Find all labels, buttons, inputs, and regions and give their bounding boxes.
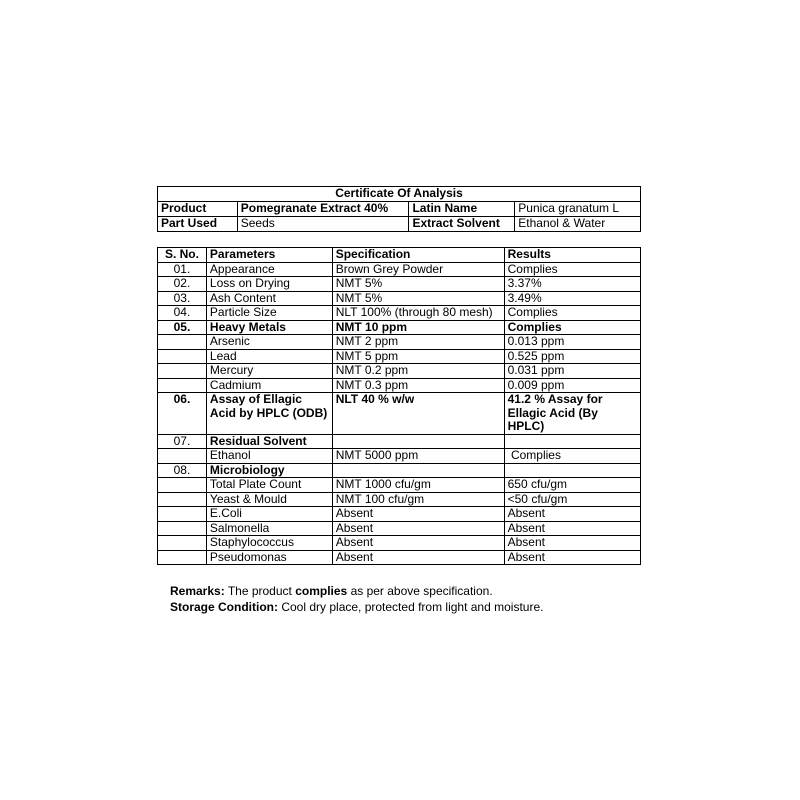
table-row [158, 349, 641, 364]
remarks-text-bold: complies [295, 584, 348, 598]
column-header-sno: S. No. [158, 248, 207, 263]
extract-solvent-label: Extract Solvent [409, 217, 515, 232]
cell-parameter: Assay of Ellagic Acid by HPLC (ODB) [206, 393, 332, 435]
cell-parameter: Residual Solvent [206, 434, 332, 449]
cell-parameter: Appearance [206, 262, 332, 277]
cell-result: 0.009 ppm [504, 378, 640, 393]
table-row [158, 364, 641, 379]
cell-result: Absent [504, 536, 640, 551]
column-header-results: Results [504, 248, 640, 263]
table-row [158, 478, 641, 493]
cell-specification: NMT 5000 ppm [332, 449, 504, 464]
cell-specification: Absent [332, 521, 504, 536]
product-label: Product [158, 202, 238, 217]
cell-result: Absent [504, 507, 640, 522]
table-row [158, 550, 641, 565]
latin-name-value: Punica granatum L [515, 202, 641, 217]
cell-specification: NMT 5% [332, 277, 504, 292]
cell-result: 650 cfu/gm [504, 478, 640, 493]
cell-specification [332, 463, 504, 478]
cell-result: 0.525 ppm [504, 349, 640, 364]
table-row [158, 449, 641, 464]
storage-line [170, 599, 543, 615]
cell-result: 0.013 ppm [504, 335, 640, 350]
certificate-title: Certificate Of Analysis [158, 187, 641, 202]
results-body [158, 262, 641, 565]
cell-specification: NLT 100% (through 80 mesh) [332, 306, 504, 321]
cell-sno: 04. [158, 306, 207, 321]
table-row [158, 335, 641, 350]
table-row [158, 463, 641, 478]
remarks-text-pre: The product [224, 584, 296, 598]
part-used-value: Seeds [237, 217, 409, 232]
cell-result: Absent [504, 550, 640, 565]
cell-parameter: Lead [206, 349, 332, 364]
cell-result: 3.37% [504, 277, 640, 292]
remarks-text-post: as per above specification. [347, 584, 493, 598]
table-row [158, 393, 641, 435]
analysis-results-table [157, 247, 641, 565]
cell-specification: Absent [332, 507, 504, 522]
cell-result: Absent [504, 521, 640, 536]
table-row [158, 507, 641, 522]
table-row [158, 306, 641, 321]
cell-result: Complies [504, 320, 640, 335]
cell-result: 0.031 ppm [504, 364, 640, 379]
table-row [158, 291, 641, 306]
cell-result: Complies [504, 306, 640, 321]
storage-label: Storage Condition: [170, 600, 278, 614]
remarks-line [170, 583, 543, 599]
certificate-header-table [157, 186, 641, 232]
cell-sno [158, 521, 207, 536]
product-value: Pomegranate Extract 40% [237, 202, 409, 217]
cell-sno [158, 492, 207, 507]
cell-sno: 08. [158, 463, 207, 478]
cell-parameter: Particle Size [206, 306, 332, 321]
cell-result [504, 434, 640, 449]
cell-parameter: Salmonella [206, 521, 332, 536]
cell-result [504, 463, 640, 478]
cell-specification: NMT 10 ppm [332, 320, 504, 335]
table-row [158, 492, 641, 507]
cell-specification: Brown Grey Powder [332, 262, 504, 277]
cell-parameter: Mercury [206, 364, 332, 379]
cell-result: Complies [504, 449, 640, 464]
cell-specification: NMT 2 ppm [332, 335, 504, 350]
table-row [158, 262, 641, 277]
part-used-label: Part Used [158, 217, 238, 232]
cell-parameter: Cadmium [206, 378, 332, 393]
cell-parameter: Total Plate Count [206, 478, 332, 493]
cell-sno: 03. [158, 291, 207, 306]
cell-sno [158, 507, 207, 522]
cell-specification: Absent [332, 550, 504, 565]
cell-sno: 05. [158, 320, 207, 335]
cell-sno [158, 335, 207, 350]
extract-solvent-value: Ethanol & Water [515, 217, 641, 232]
cell-sno [158, 364, 207, 379]
storage-text: Cool dry place, protected from light and moisture. [278, 600, 544, 614]
cell-sno: 07. [158, 434, 207, 449]
column-header-specification: Specification [332, 248, 504, 263]
cell-sno [158, 349, 207, 364]
cell-parameter: Pseudomonas [206, 550, 332, 565]
cell-result: 41.2 % Assay for Ellagic Acid (By HPLC) [504, 393, 640, 435]
cell-sno [158, 550, 207, 565]
cell-sno [158, 536, 207, 551]
cell-sno [158, 378, 207, 393]
cell-sno: 01. [158, 262, 207, 277]
cell-parameter: Heavy Metals [206, 320, 332, 335]
cell-parameter: Loss on Drying [206, 277, 332, 292]
cell-specification: NMT 0.3 ppm [332, 378, 504, 393]
table-row [158, 277, 641, 292]
cell-parameter: Arsenic [206, 335, 332, 350]
cell-result: <50 cfu/gm [504, 492, 640, 507]
table-row [158, 320, 641, 335]
cell-specification: NMT 1000 cfu/gm [332, 478, 504, 493]
cell-parameter: Yeast & Mould [206, 492, 332, 507]
cell-result: Complies [504, 262, 640, 277]
latin-name-label: Latin Name [409, 202, 515, 217]
cell-parameter: Staphylococcus [206, 536, 332, 551]
table-row [158, 378, 641, 393]
cell-specification: NMT 5 ppm [332, 349, 504, 364]
cell-parameter: Microbiology [206, 463, 332, 478]
cell-specification [332, 434, 504, 449]
cell-result: 3.49% [504, 291, 640, 306]
cell-parameter: E.Coli [206, 507, 332, 522]
table-row [158, 434, 641, 449]
table-row [158, 536, 641, 551]
cell-specification: NMT 5% [332, 291, 504, 306]
cell-specification: NLT 40 % w/w [332, 393, 504, 435]
cell-specification: Absent [332, 536, 504, 551]
cell-sno [158, 478, 207, 493]
cell-sno [158, 449, 207, 464]
remarks-section [170, 583, 543, 615]
column-header-parameters: Parameters [206, 248, 332, 263]
remarks-label: Remarks: [170, 584, 225, 598]
cell-sno: 06. [158, 393, 207, 435]
table-header-row [158, 248, 641, 263]
cell-parameter: Ash Content [206, 291, 332, 306]
cell-parameter: Ethanol [206, 449, 332, 464]
table-row [158, 521, 641, 536]
cell-specification: NMT 100 cfu/gm [332, 492, 504, 507]
cell-sno: 02. [158, 277, 207, 292]
cell-specification: NMT 0.2 ppm [332, 364, 504, 379]
